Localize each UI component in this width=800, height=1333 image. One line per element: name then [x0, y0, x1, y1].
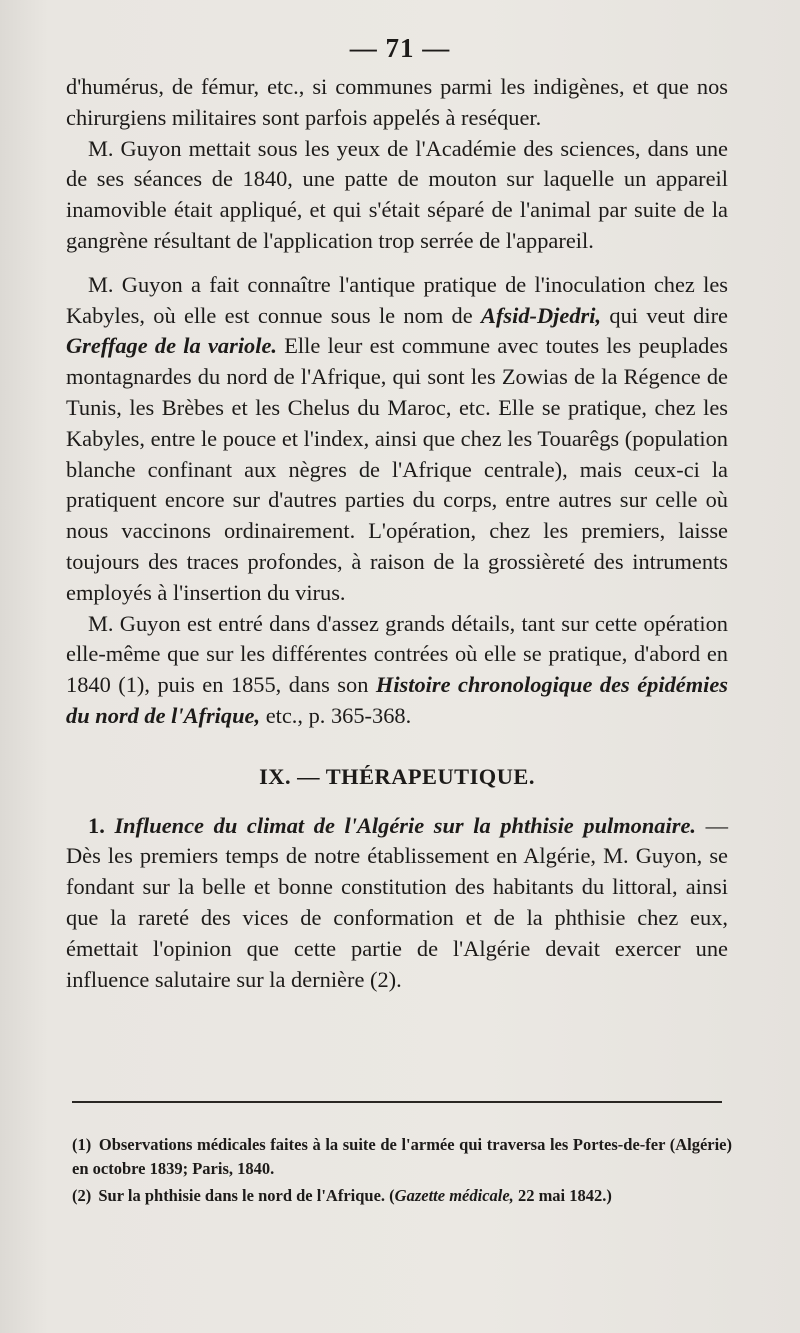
footnote-2-text-b: 22 mai 1842.): [513, 1186, 612, 1205]
footnote-2-text-a: Sur la phthisie dans le nord de l'Afrique. (: [98, 1186, 395, 1205]
histoire-text-b: etc., p. 365-368.: [260, 702, 412, 728]
paragraph-phthisie: [66, 811, 728, 996]
inoculation-text-a: M. Guyon a fait connaître l'antique pratique de l'inoculation chez les Kabyles, où elle est connue sous le nom de: [66, 271, 728, 328]
footnote-separator: [72, 1101, 722, 1103]
footnote-1-mark: (1): [72, 1135, 92, 1154]
book-title-histoire: Histoire chronologique des épidémies du nord de l'Afrique,: [66, 672, 729, 728]
footnote-2: [72, 1184, 732, 1208]
term-afsid-djedri: Afsid-Djedri,: [481, 302, 602, 328]
page-number: — 71 —: [349, 33, 451, 63]
journal-title: Gazette médicale,: [394, 1186, 514, 1205]
footnote-1-text: Observations médicales faites à la suite de l'armée qui traversa les Portes-de-fer (Algérie) en octobre 1839; Paris, 1840.: [72, 1135, 732, 1178]
main-text: [66, 72, 728, 995]
footnotes: [72, 1133, 732, 1211]
footnote-1: [72, 1133, 732, 1181]
term-greffage: Greffage de la variole.: [66, 333, 277, 359]
histoire-text-a: M. Guyon est entré dans d'assez grands détails, tant sur cette opération elle-même que sur les différentes contrées où elle se pratique, d'abord en 1840 (1), puis en 1855, dans son: [66, 610, 728, 698]
paragraph-histoire: [66, 609, 728, 732]
inoculation-text-b: qui veut dire: [601, 302, 728, 328]
phthisie-text: — Dès les premiers temps de notre établissement en Algérie, M. Guyon, se fondant sur la belle et bonne constitution des habitants du littoral, ainsi que la rareté des vices de conformation et de la phthisie chez eux, émettait l'opinion que cette partie de l'Algérie devait exercer une influence salutaire sur la dernière (2).: [66, 812, 729, 992]
subheading-influence-climat: Influence du climat de l'Algérie sur la phthisie pulmonaire.: [114, 812, 696, 838]
paragraph-inoculation: [66, 270, 728, 609]
paragraph-continuation: d'humérus, de fémur, etc., si communes parmi les indigènes, et que nos chirurgiens militaires sont parfois appelés à reséquer.: [66, 74, 728, 130]
inoculation-text-c: Elle leur est commune avec toutes les peuplades montagnardes du nord de l'Afrique, qui sont les Zowias de la Régence de Tunis, les Brèbes et les Chelus du Maroc, etc. Elle se pratique, chez les Kabyles, entre le pouce et l'index, ainsi que chez les Touarêgs (population blanche confinant aux nègres de l'Afrique centrale), mais ceux-ci la pratiquent encore sur d'autres parties du corps, entre autres sur celle où nous vaccinons ordinairement. L'opération, chez les premiers, laisse toujours des traces profondes, à raison de la grossièreté des intruments employés à l'insertion du virus.: [66, 333, 728, 605]
paragraph-patte-de-mouton: M. Guyon mettait sous les yeux de l'Académie des sciences, dans une de ses séances de 1840, une patte de mouton sur laquelle un appareil inamovible était appliqué, et qui s'était séparé de l'animal par suite de la gangrène résultant de l'application trop serrée de l'appareil.: [66, 135, 728, 253]
section-heading: IX. — THÉRAPEUTIQUE.: [259, 763, 535, 789]
footnote-2-mark: (2): [72, 1186, 92, 1205]
item-number: 1.: [88, 812, 115, 838]
